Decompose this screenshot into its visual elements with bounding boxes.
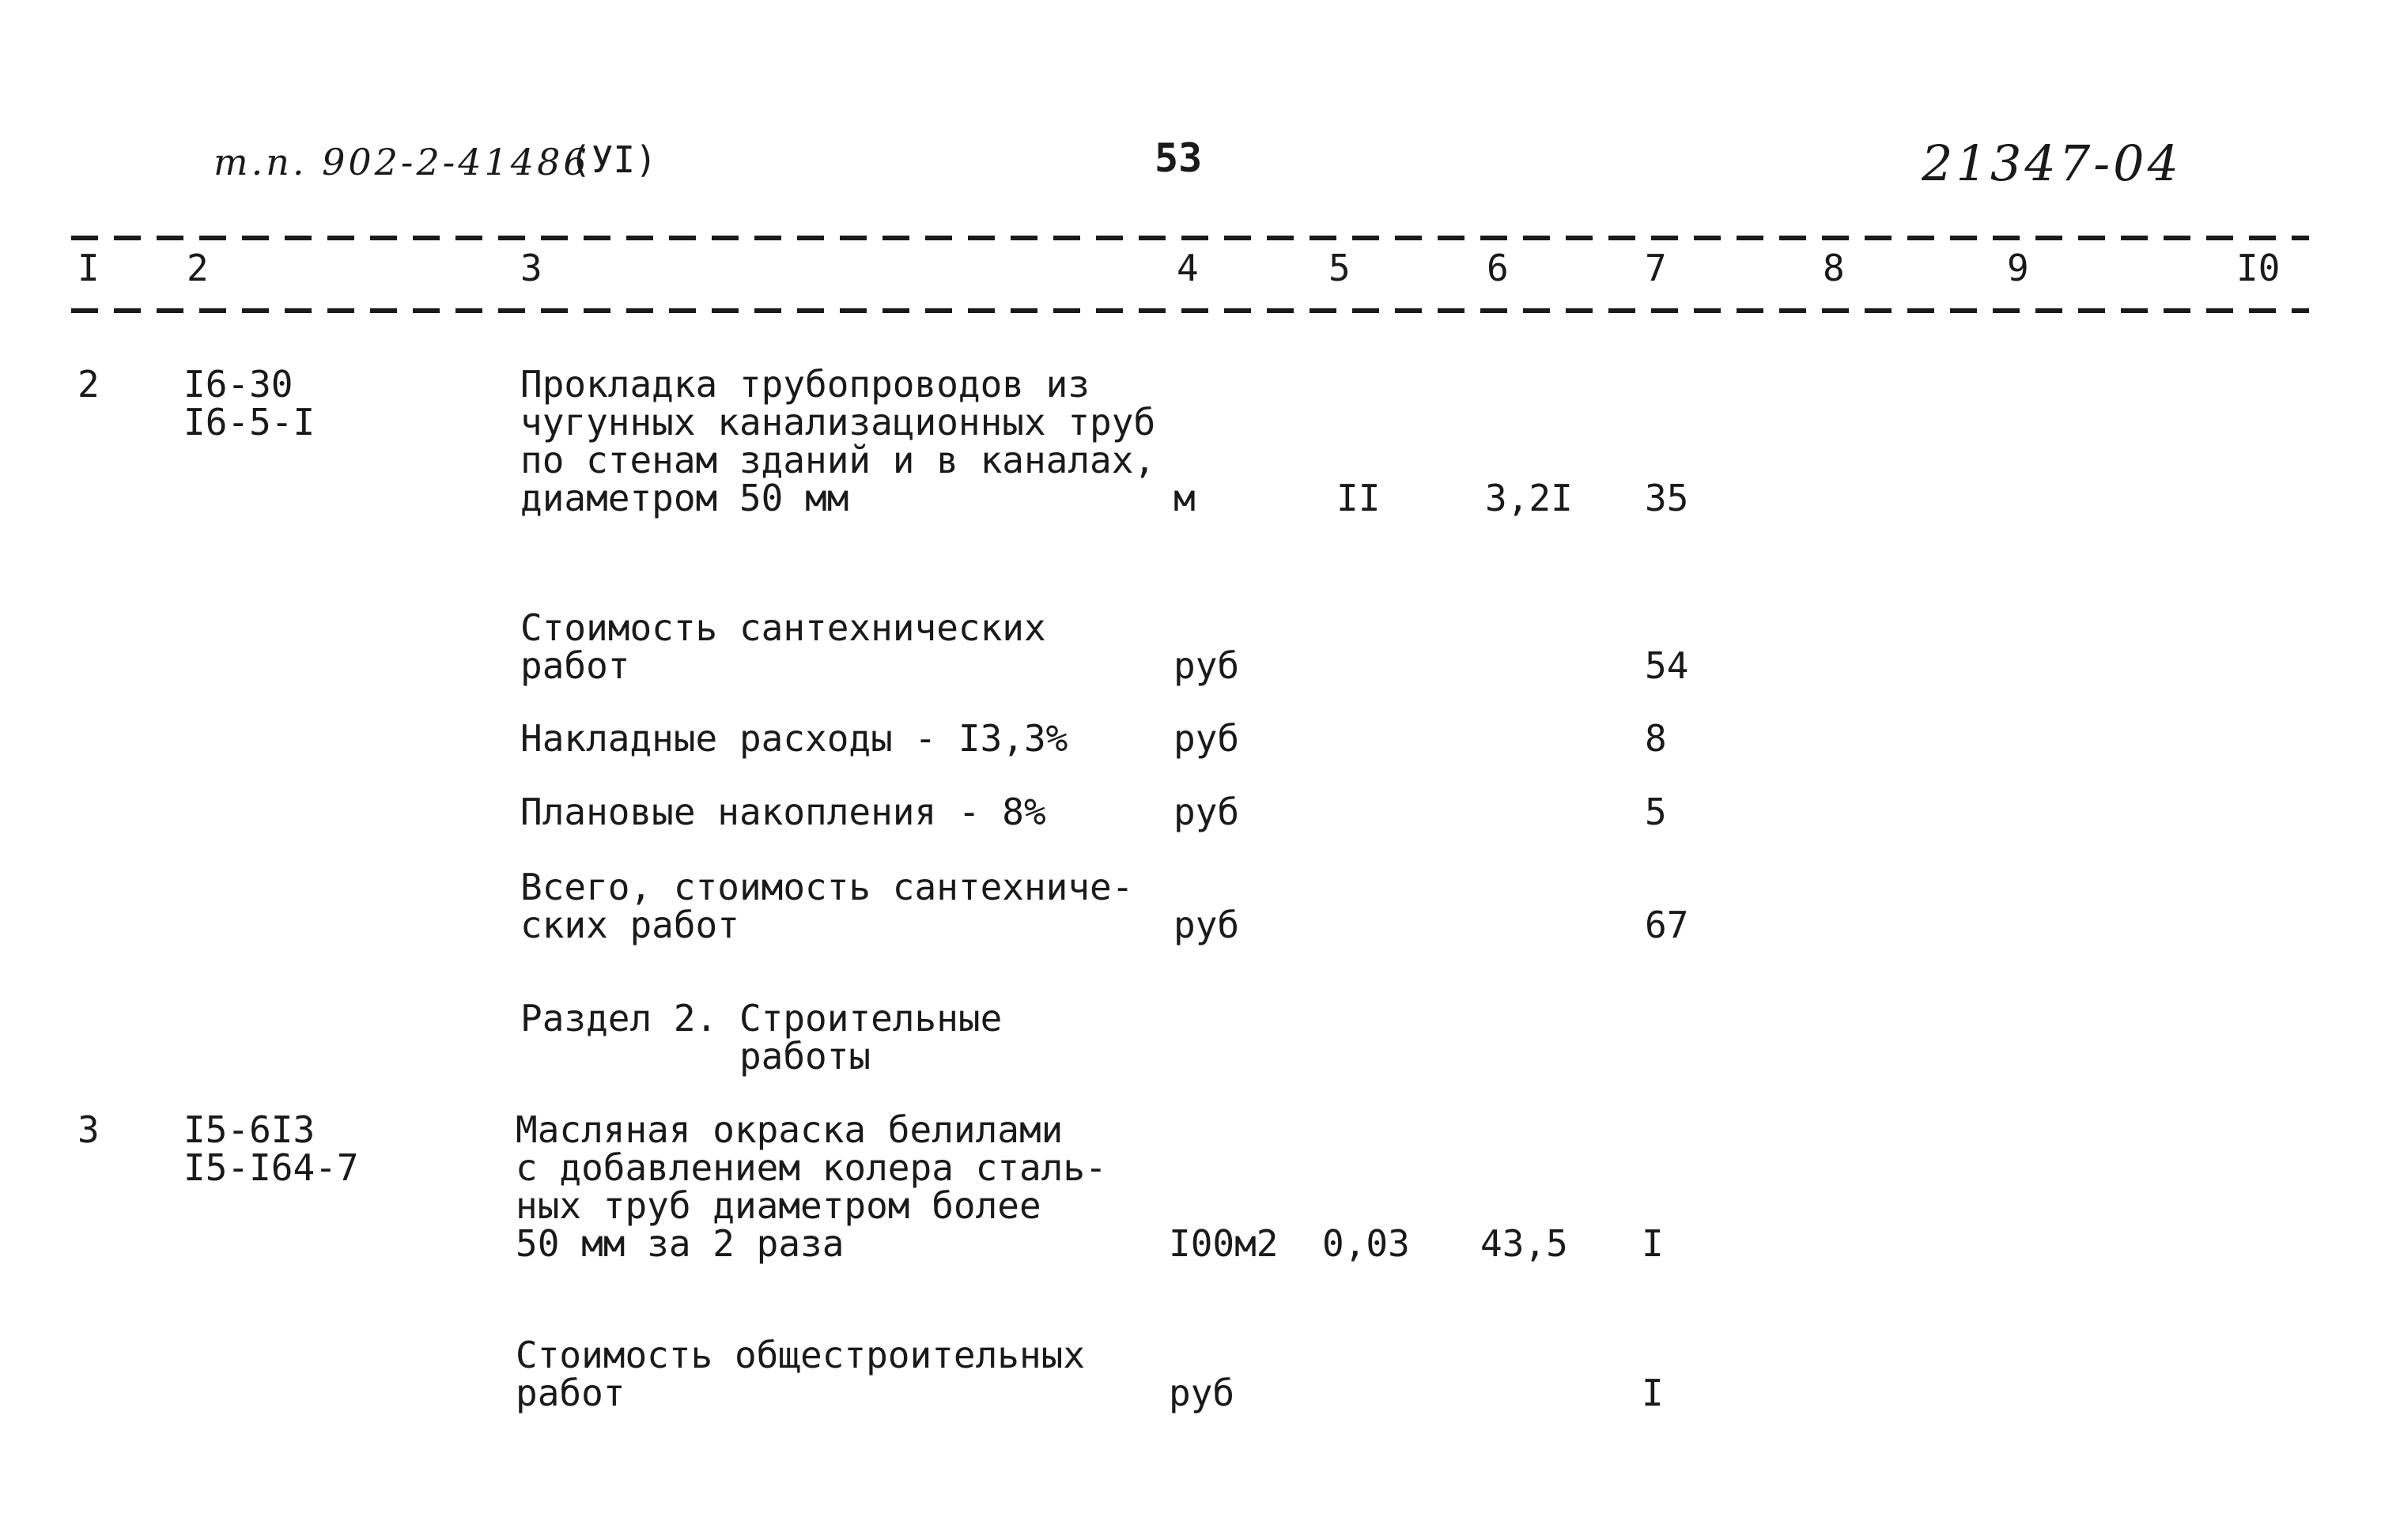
column-header-7: 7	[1645, 247, 1667, 289]
column-header-6: 6	[1487, 247, 1509, 289]
summary-description: Стоимость общестроительных работ	[516, 1334, 1086, 1414]
column-header-10: I0	[2236, 247, 2281, 289]
item-code: I5-6I3 I5-I64-7	[183, 1108, 359, 1189]
summary-total: 5	[1645, 791, 1667, 833]
summary-unit: руб	[1173, 644, 1240, 687]
section-title: Раздел 2. Строительные работы	[520, 997, 1003, 1078]
column-header-9: 9	[2007, 247, 2029, 289]
summary-description: Всего, стоимость сантехниче- ских работ	[520, 866, 1134, 946]
item-quantity: II	[1336, 477, 1381, 519]
column-header-4: 4	[1177, 247, 1199, 289]
summary-unit: руб	[1173, 717, 1240, 760]
summary-unit: руб	[1173, 791, 1240, 833]
summary-unit: руб	[1169, 1372, 1235, 1414]
summary-total: 54	[1645, 644, 1689, 687]
header-bottom-dashed-rule	[71, 308, 2309, 313]
column-header-5: 5	[1328, 247, 1351, 289]
summary-total: I	[1642, 1372, 1664, 1414]
item-description: Прокладка трубопроводов из чугунных канализационных труб по стенам зданий и в каналах, диаметром 50 мм	[520, 363, 1156, 519]
item-number: 3	[77, 1108, 100, 1151]
summary-description: Стоимость сантехнических работ	[520, 606, 1046, 687]
summary-unit: руб	[1173, 904, 1240, 946]
item-unit: м	[1173, 477, 1196, 519]
column-header-3: 3	[520, 247, 542, 289]
doc-number: 21347-04	[1922, 134, 2183, 192]
header-top-dashed-rule	[71, 236, 2309, 240]
page-number: 53	[1155, 135, 1203, 181]
item-description: Масляная окраска белилами с добавлением колера сталь- ных труб диаметром более 50 мм за 2 раза	[516, 1108, 1107, 1265]
doc-code: т.п. 902-2-41486	[214, 141, 590, 183]
item-unit-price: 43,5	[1480, 1222, 1568, 1265]
item-total: 35	[1645, 477, 1689, 519]
item-unit: I00м2	[1169, 1222, 1279, 1265]
item-number: 2	[77, 363, 100, 406]
summary-description: Плановые накопления - 8%	[520, 791, 1046, 833]
summary-description: Накладные расходы - I3,3%	[520, 717, 1068, 760]
summary-total: 67	[1645, 904, 1689, 946]
doc-suffix: (УI)	[569, 138, 657, 181]
item-code: I6-30 I6-5-I	[183, 363, 316, 444]
item-quantity: 0,03	[1322, 1222, 1410, 1265]
column-header-8: 8	[1823, 247, 1845, 289]
item-unit-price: 3,2I	[1485, 477, 1573, 519]
summary-total: 8	[1645, 717, 1667, 760]
column-header-2: 2	[187, 247, 209, 289]
item-total: I	[1642, 1222, 1664, 1265]
column-header-1: I	[77, 247, 100, 289]
